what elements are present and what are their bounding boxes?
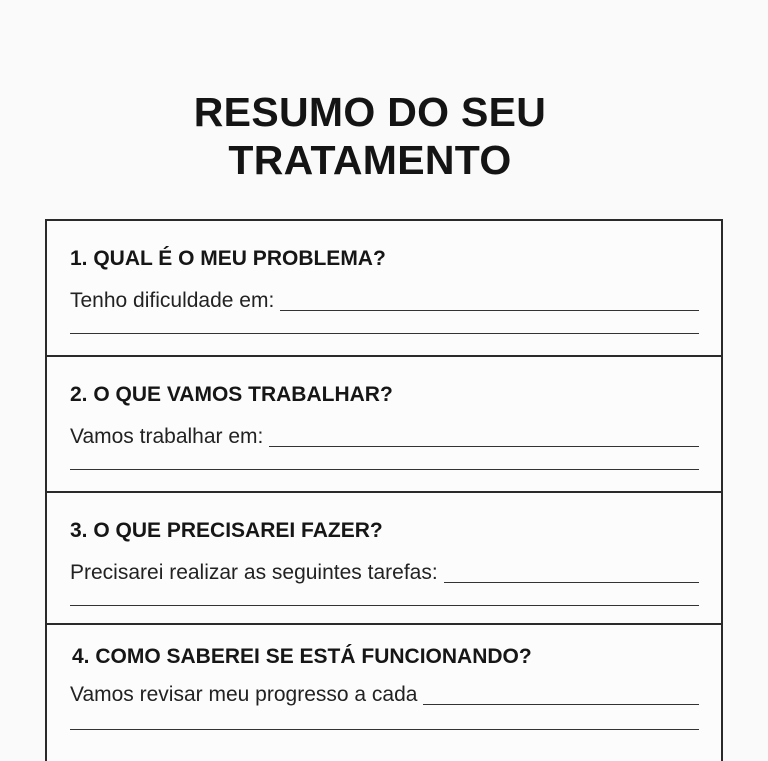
section-tasks <box>47 493 721 625</box>
section-progress <box>47 625 721 761</box>
section-heading: 3. O QUE PRECISAREI FAZER? <box>70 519 383 542</box>
section-work-areas <box>47 357 721 493</box>
title-line-2: TRATAMENTO <box>228 137 512 183</box>
answer-row <box>70 289 699 313</box>
answer-prompt: Precisarei realizar as seguintes tarefas: <box>70 561 438 584</box>
answer-blank-line[interactable] <box>70 605 699 606</box>
answer-blank-line[interactable] <box>70 729 699 730</box>
answer-blank-field[interactable] <box>444 563 699 583</box>
section-problem <box>47 221 721 357</box>
answer-blank-field[interactable] <box>423 685 699 705</box>
answer-prompt: Vamos revisar meu progresso a cada <box>70 683 418 706</box>
section-heading: 1. QUAL É O MEU PROBLEMA? <box>70 247 386 270</box>
answer-row <box>70 561 699 585</box>
answer-blank-field[interactable] <box>269 427 699 447</box>
title-line-1: RESUMO DO SEU <box>193 89 547 135</box>
answer-prompt: Vamos trabalhar em: <box>70 425 264 448</box>
answer-blank-field[interactable] <box>280 291 699 311</box>
answer-blank-line[interactable] <box>70 469 699 470</box>
section-heading: 4. COMO SABEREI SE ESTÁ FUNCIONANDO? <box>72 645 532 668</box>
answer-row <box>70 425 699 449</box>
answer-row <box>70 683 699 707</box>
section-heading: 2. O QUE VAMOS TRABALHAR? <box>70 383 393 406</box>
treatment-summary-form <box>45 219 723 761</box>
page-title <box>0 88 740 184</box>
answer-blank-line[interactable] <box>70 333 699 334</box>
answer-prompt: Tenho dificuldade em: <box>70 289 275 312</box>
